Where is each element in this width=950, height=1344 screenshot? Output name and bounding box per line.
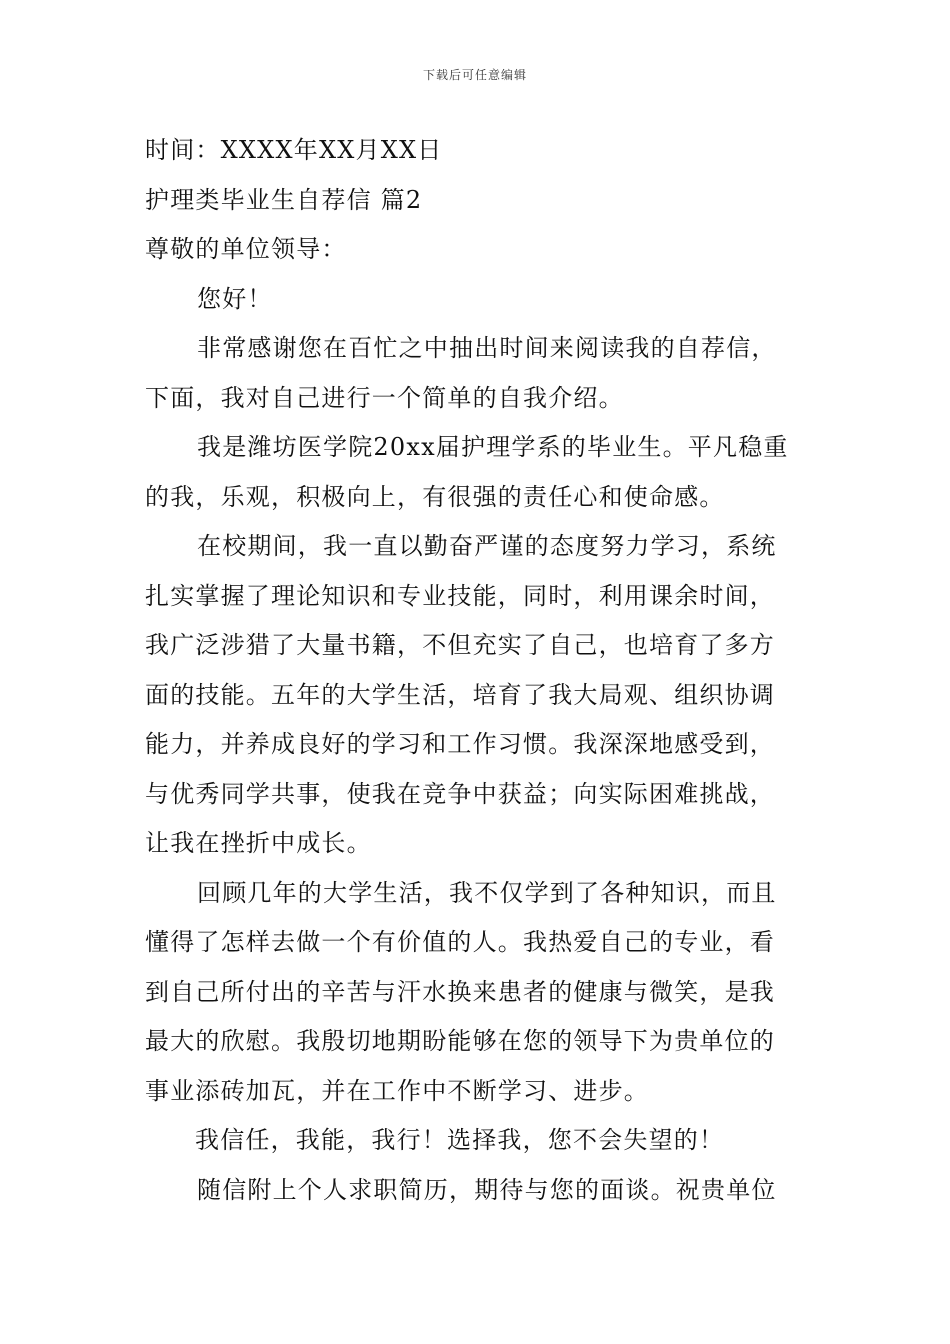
header-note: 下载后可任意编辑 [422,68,527,82]
paragraph-line: 扎实掌握了理论知识和专业技能，同时，利用课余时间， [145,581,775,610]
paragraph-line: 回顾几年的大学生活，我不仅学到了各种知识，而且 [197,878,777,907]
document-body [145,126,810,1215]
paragraph-line: 的我，乐观，积极向上，有很强的责任心和使命感。 [145,482,725,511]
date-line: 时间：XXXX年XX月XX日 [145,136,443,164]
letter-title: 护理类毕业生自荐信 篇2 [145,185,423,214]
paragraph-line: 随信附上个人求职简历，期待与您的面谈。祝贵单位 [197,1175,777,1204]
paragraph-line: 让我在挫折中成长。 [145,829,372,857]
paragraph-line: 到自己所付出的辛苦与汗水换来患者的健康与微笑，是我 [145,977,775,1006]
paragraph-line: 我信任，我能，我行！选择我，您不会失望的！ [195,1126,725,1154]
paragraph-line: 下面，我对自己进行一个简单的自我介绍。 [145,383,624,412]
paragraph-line: 在校期间，我一直以勤奋严谨的态度努力学习，系统 [197,532,777,560]
paragraph-line: 事业添砖加瓦，并在工作中不断学习、进步。 [145,1076,649,1105]
paragraph-line: 非常感谢您在百忙之中抽出时间来阅读我的自荐信， [197,334,777,362]
paragraph-line: 懂得了怎样去做一个有价值的人。我热爱自己的专业，看 [145,928,775,956]
paragraph-line: 我广泛涉猎了大量书籍，不但充实了自己，也培育了多方 [145,631,775,659]
paragraph-line: 我是潍坊医学院20xx届护理学系的毕业生。平凡稳重 [197,433,789,461]
salutation: 尊敬的单位领导： [145,235,347,263]
paragraph-line: 与优秀同学共事，使我在竞争中获益；向实际困难挑战， [145,779,775,808]
paragraph-line: 能力，并养成良好的学习和工作习惯。我深深地感受到， [145,730,775,758]
paragraph-line: 最大的欣慰。我殷切地期盼能够在您的领导下为贵单位的 [145,1027,775,1055]
greeting: 您好！ [197,284,273,313]
paragraph-line: 面的技能。五年的大学生活，培育了我大局观、组织协调 [145,680,775,709]
